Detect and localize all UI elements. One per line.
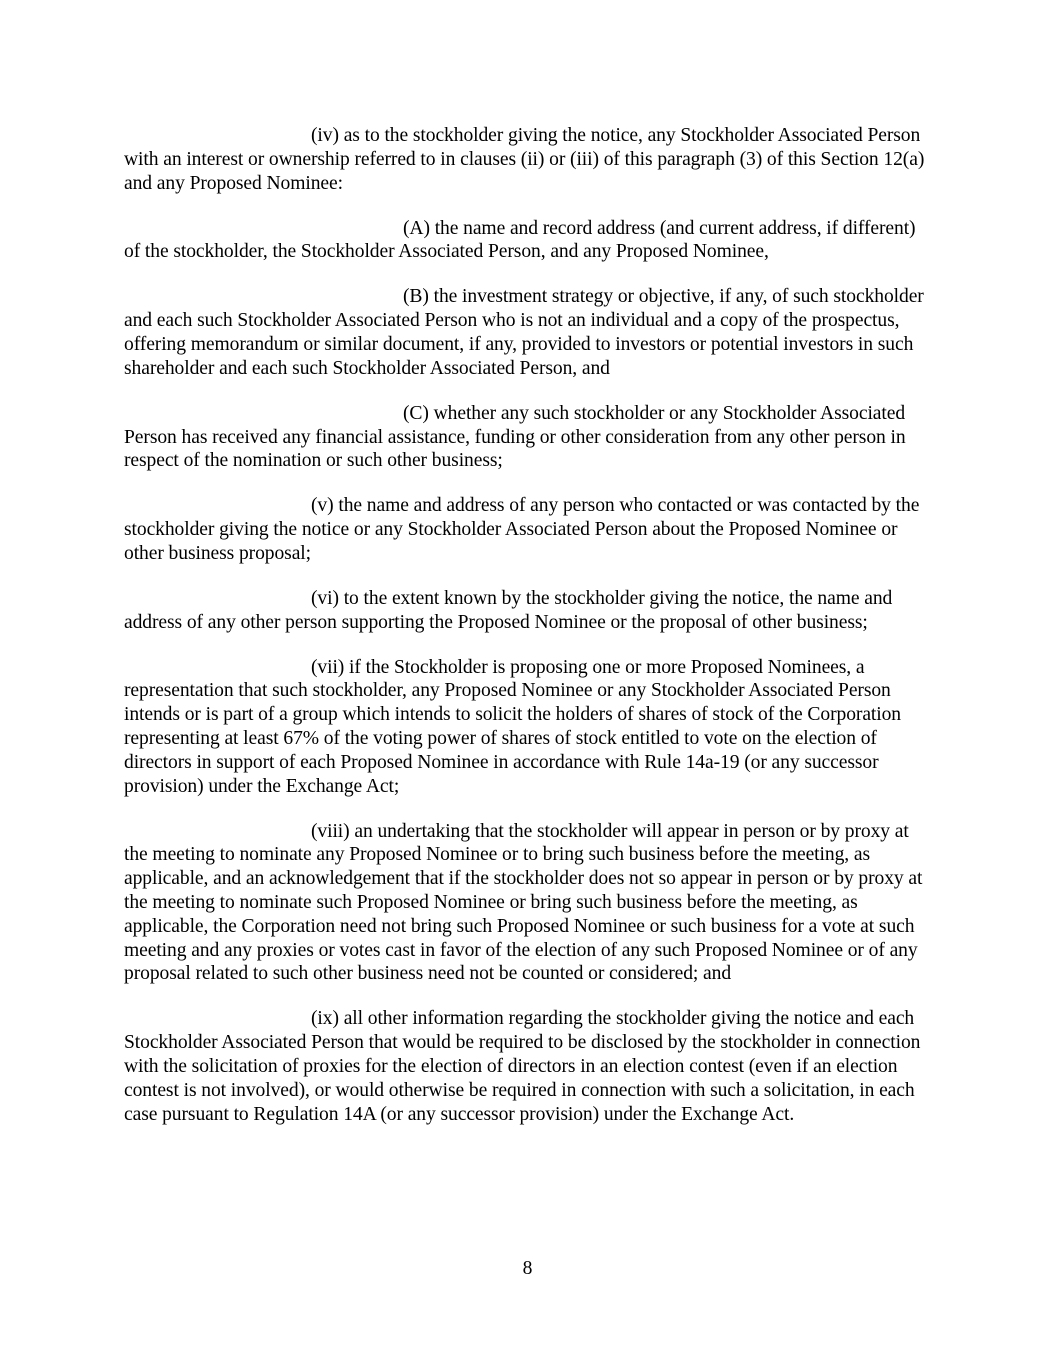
paragraph-ix: (ix) all other information regarding the stockholder giving the notice and each Stockholder Associated Person that would be required to be disclosed by the stockholder in connection with the solicitation of proxies for the election of directors in an election contest (even if an election contest is not involved), or would otherwise be required in connection with such a solicitation, in each case pursuant to Regulation 14A (or any successor provision) under the Exchange Act. (124, 1008, 921, 1125)
paragraph-iv-a: (A) the name and record address (and current address, if different) of the stockholder, the Stockholder Associated Person, and any Proposed Nominee, (124, 217, 916, 263)
page-number: 8 (522, 1258, 533, 1279)
paragraph-vi: (vi) to the extent known by the stockholder giving the notice, the name and address of any other person supporting the Proposed Nominee or the proposal of other business; (124, 587, 893, 633)
paragraph-iv-b: (B) the investment strategy or objective, if any, of such stockholder and each such Stockholder Associated Person who is not an individual and a copy of the prospectus, offering memorandum or similar document, if any, provided to investors or potential investors in such shareholder and each such Stockholder Associated Person, and (124, 286, 924, 379)
paragraph-vii: (vii) if the Stockholder is proposing one or more Proposed Nominees, a representation that such stockholder, any Proposed Nominee or any Stockholder Associated Person intends or is part of a group which intends to solicit the holders of shares of stock of the Corporation representing at least 67% of the voting power of shares of stock entitled to vote on the election of directors in support of each Proposed Nominee in accordance with Rule 14a-19 (or any successor provision) under the Exchange Act; (124, 656, 902, 797)
paragraph-iv: (iv) as to the stockholder giving the notice, any Stockholder Associated Person with an interest or ownership referred to in clauses (ii) or (iii) of this paragraph (3) of this Section 12(a) and any Proposed Nominee: (124, 125, 925, 194)
paragraph-viii: (viii) an undertaking that the stockholder will appear in person or by proxy at the meeting to nominate any Proposed Nominee or to bring such business before the meeting, as applicable, and an acknowledgement that if the stockholder does not so appear in person or by proxy at the meeting to nominate such Proposed Nominee or bring such business before the meeting, as applicable, the Corporation need not bring such Proposed Nominee or such business for a vote at such meeting and any proxies or votes cast in favor of the election of any such Proposed Nominee or of any proposal related to such other business need not be counted or considered; and (124, 820, 923, 985)
paragraph-iv-c: (C) whether any such stockholder or any Stockholder Associated Person has received any financial assistance, funding or other consideration from any other person in respect of the nomination or such other business; (124, 402, 906, 472)
paragraph-v: (v) the name and address of any person who contacted or was contacted by the stockholder giving the notice or any Stockholder Associated Person about the Proposed Nominee or other business proposal; (124, 495, 920, 564)
document-body (124, 124, 932, 1148)
